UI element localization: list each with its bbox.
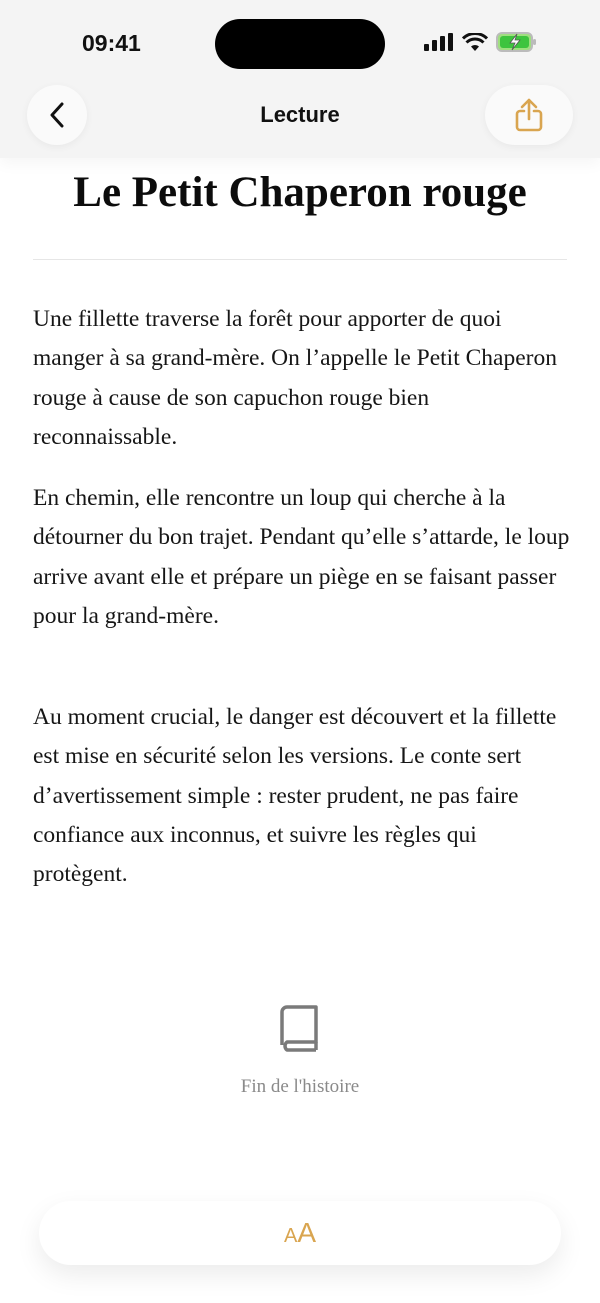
book-icon [279, 1004, 321, 1052]
end-of-story-label: Fin de l'histoire [240, 1076, 360, 1097]
dynamic-island [215, 19, 385, 69]
bottom-toolbar [39, 1201, 561, 1265]
text-size-large-glyph: A [297, 1217, 317, 1248]
story-paragraph-1: Une fillette traverse la forêt pour apporter de quoi manger à sa grand-mère. On l’appelle le Petit Chaperon rouge à cause de son capuchon rouge bien reconnaissable. [33, 306, 557, 450]
title-divider [33, 259, 567, 260]
nav-title: Lecture [260, 102, 340, 127]
status-time: 09:41 [82, 30, 141, 56]
battery-charging-icon [496, 32, 538, 52]
story-title: Le Petit Chaperon rouge [73, 169, 527, 216]
wifi-icon [462, 33, 488, 52]
status-icons [424, 32, 538, 52]
story-paragraph-3: Au moment crucial, le danger est découvert et la fillette est mise en sécurité selon les versions. Le conte sert d’avertissement simple : rester prudent, ne pas faire confiance aux inconnus, et suivre les règles qui protègent. [33, 704, 557, 888]
signal-icon [424, 33, 454, 51]
share-icon [515, 98, 543, 132]
share-button[interactable] [485, 85, 573, 145]
text-size-button[interactable] [284, 1217, 316, 1249]
text-size-small-glyph: A [283, 1225, 298, 1247]
story-paragraph-2: En chemin, elle rencontre un loup qui cherche à la détourner du bon trajet. Pendant qu’elle s’attarde, le loup arrive avant elle et prépare un piège en se faisant passer pour la grand-mère. [33, 485, 570, 629]
top-bar [0, 0, 600, 158]
